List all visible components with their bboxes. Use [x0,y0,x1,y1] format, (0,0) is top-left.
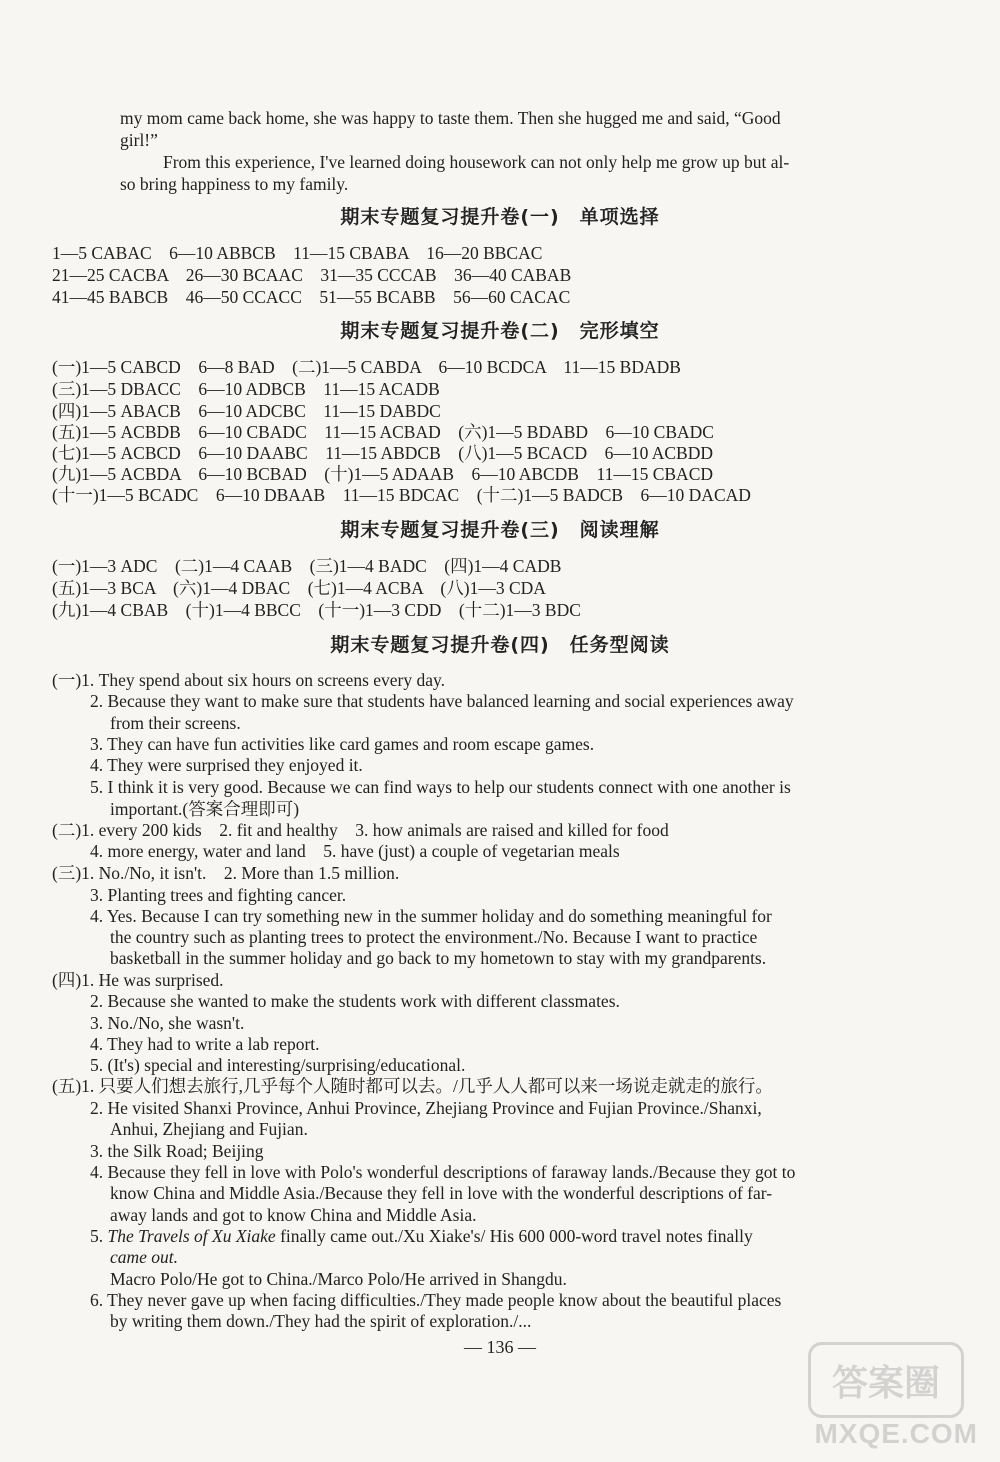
answer-line: 41—45 BABCB 46—50 CCACC 51—55 BCABB 56—60 CACAC [52,287,571,307]
answer-line: (五)1—3 BCA (六)1—4 DBAC (七)1—4 ACBA (八)1—3 CDA [52,578,546,598]
answer-line: important.(答案合理即可) [110,799,300,819]
answer-line: the country such as planting trees to protect the environment./No. Because I want to practice [110,927,758,947]
answer-line: 2. Because she wanted to make the students work with different classmates. [90,991,620,1011]
answer-line: 1—5 CABAC 6—10 ABBCB 11—15 CBABA 16—20 BBCAC [52,243,543,263]
watermark-site: MXQE.COM [814,1418,978,1449]
answer-line: (九)1—4 CBAB (十)1—4 BBCC (十一)1—3 CDD (十二)1—3 BDC [52,600,581,620]
answer-line: (一)1—5 CABCD 6—8 BAD (二)1—5 CABDA 6—10 BCDCA 11—15 BDADB [52,357,681,377]
answer-line: 2. Because they want to make sure that students have balanced learning and social experiences away [90,691,794,711]
answer-line: 4. more energy, water and land 5. have (just) a couple of vegetarian meals [90,841,620,861]
answer-line: 4. They were surprised they enjoyed it. [90,755,363,775]
section-title: 期末专题复习提升卷(二) 完形填空 [340,320,660,342]
answer-line: (一)1—3 ADC (二)1—4 CAAB (三)1—4 BADC (四)1—4 CADB [52,556,562,576]
answer-line: know China and Middle Asia./Because they fell in love with the wonderful descriptions of far- [110,1183,773,1203]
book-title: The Travels of Xu Xiake [107,1226,276,1246]
answer-line: 5. I think it is very good. Because we can find ways to help our students connect with one another is [90,777,791,797]
answer-line: (十一)1—5 BCADC 6—10 DBAAB 11—15 BDCAC (十二)1—5 BADCB 6—10 DACAD [52,485,751,505]
intro-line: girl!” [120,130,158,150]
answer-line: (一)1. They spend about six hours on screens every day. [52,670,445,690]
answer-line: 21—25 CACBA 26—30 BCAAC 31—35 CCCAB 36—40 CABAB [52,265,572,285]
answer-line: 5. (It's) special and interesting/surprising/educational. [90,1055,466,1075]
intro-line: my mom came back home, she was happy to taste them. Then she hugged me and said, “Good [120,108,781,128]
answer-line: 4. Because they fell in love with Polo's wonderful descriptions of faraway lands./Because they got to [90,1162,796,1182]
section-title: 期末专题复习提升卷(三) 阅读理解 [340,519,660,541]
answer-line: (五)1—5 ACBDB 6—10 CBADC 11—15 ACBAD (六)1—5 BDABD 6—10 CBADC [52,422,714,442]
answer-line: (五)1. 只要人们想去旅行,几乎每个人随时都可以去。/几乎人人都可以来一场说走就走的旅行。 [52,1076,773,1096]
answer-line: (九)1—5 ACBDA 6—10 BCBAD (十)1—5 ADAAB 6—10 ABCDB 11—15 CBACD [52,464,714,484]
page-number: — 136 — [464,1337,536,1357]
answer-line: (三)1—5 DBACC 6—10 ADBCB 11—15 ACADB [52,379,440,399]
answer-line: 3. No./No, she wasn't. [90,1013,245,1033]
answer-line: basketball in the summer holiday and go back to my hometown to stay with my grandparents. [110,948,767,968]
answer-line: 3. They can have fun activities like card games and room escape games. [90,734,595,754]
answer-line: from their screens. [110,713,241,733]
answer-line: (二)1. every 200 kids 2. fit and healthy 3. how animals are raised and killed for food [52,820,669,840]
watermark [802,1336,982,1454]
section-title: 期末专题复习提升卷(四) 任务型阅读 [330,634,670,656]
answer-line: 4. Yes. Because I can try something new in the summer holiday and do something meaningful for [90,906,772,926]
answer-line: 4. They had to write a lab report. [90,1034,320,1054]
answer-line: 2. He visited Shanxi Province, Anhui Province, Zhejiang Province and Fujian Province./Shanxi, [90,1098,762,1118]
answer-line: (三)1. No./No, it isn't. 2. More than 1.5 million. [52,863,400,883]
answer-line: Anhui, Zhejiang and Fujian. [110,1119,308,1139]
answer-line: 3. the Silk Road; Beijing [90,1141,264,1161]
answer-line: (四)1—5 ABACB 6—10 ADCBC 11—15 DABDC [52,401,441,421]
answer-line: by writing them down./They had the spirit of exploration./... [110,1311,532,1331]
watermark-logo-icon [808,1342,964,1418]
item-number: 5. [90,1226,108,1246]
intro-line: From this experience, I've learned doing housework can not only help me grow up but al- [163,152,790,172]
answer-line: 6. They never gave up when facing difficulties./They made people know about the beautiful places [90,1290,782,1310]
section-title: 期末专题复习提升卷(一) 单项选择 [340,206,660,228]
answer-line: (四)1. He was surprised. [52,970,224,990]
answer-line: came out. [110,1247,179,1267]
watermark-logo-text: 答案圈 [831,1363,941,1404]
answer-line [90,1225,753,1247]
answer-line: Macro Polo/He got to China./Marco Polo/He arrived in Shangdu. [110,1269,567,1289]
answer-line: (七)1—5 ACBCD 6—10 DAABC 11—15 ABDCB (八)1—5 BCACD 6—10 ACBDD [52,443,714,463]
answer-text: finally came out./Xu Xiake's/ His 600 000-word travel notes finally [275,1226,753,1246]
answer-line: away lands and got to know China and Middle Asia. [110,1205,477,1225]
answer-line: 3. Planting trees and fighting cancer. [90,885,347,905]
intro-line: so bring happiness to my family. [120,174,349,194]
